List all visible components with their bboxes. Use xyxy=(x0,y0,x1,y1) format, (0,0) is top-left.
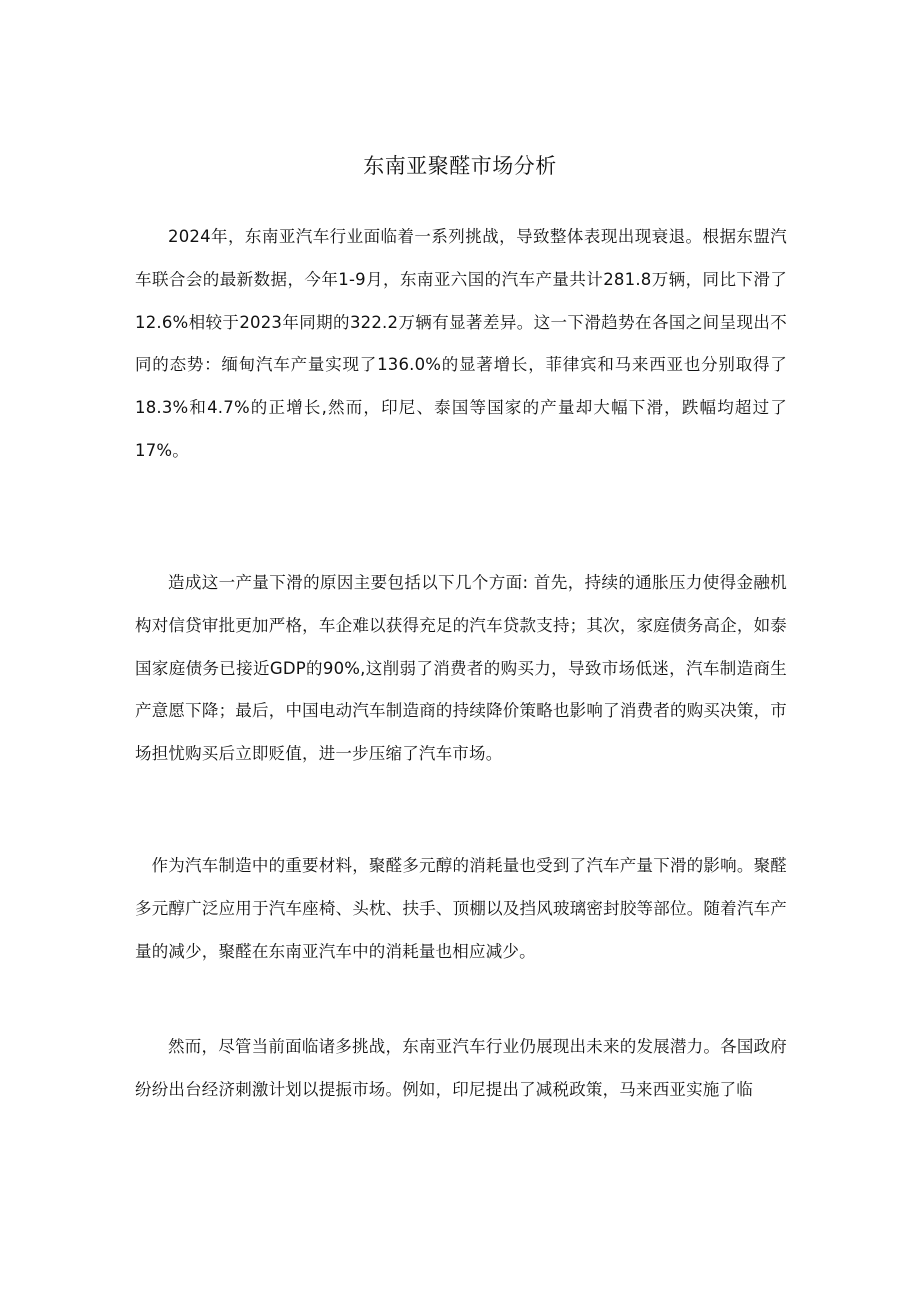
paragraph-polyol-consumption: 作为汽车制造中的重要材料，聚醛多元醇的消耗量也受到了汽车产量下滑的影响。聚醛多元醇广泛应用于汽车座椅、头枕、扶手、顶棚以及挡风玻璃密封胶等部位。随着汽车产量的减少，聚醛在东南亚汽车中的消耗量也相应减少。 xyxy=(135,856,787,961)
paragraph-decline-causes: 造成这一产量下滑的原因主要包括以下几个方面: 首先，持续的通胀压力使得金融机构对信贷审批更加严格，车企难以获得充足的汽车贷款支持；其次，家庭债务高企，如泰国家庭债务已接近GDP的90%,这削弱了消费者的购买力，导致市场低迷，汽车制造商生产意愿下降；最后，中国电动汽车制造商的持续降价策略也影响了消费者的购买决策，市场担忧购买后立即贬值，进一步压缩了汽车市场。 xyxy=(135,573,787,764)
paragraph-production-decline: 2024年，东南亚汽车行业面临着一系列挑战，导致整体表现出现衰退。根据东盟汽车联合会的最新数据，今年1-9月，东南亚六国的汽车产量共计281.8万辆，同比下滑了12.6%相较于2023年同期的322.2万辆有显著差异。这一下滑趋势在各国之间呈现出不同的态势：缅甸汽车产量实现了136.0%的显著增长，菲律宾和马来西亚也分别取得了18.3%和4.7%的正增长,然而，印尼、泰国等国家的产量却大幅下滑，跌幅均超过了17%。 xyxy=(135,227,787,460)
paragraph-future-potential: 然而，尽管当前面临诸多挑战，东南亚汽车行业仍展现出未来的发展潜力。各国政府纷纷出台经济刺激计划以提振市场。例如，印尼提出了减税政策，马来西亚实施了临 xyxy=(135,1037,787,1099)
document-title: 东南亚聚醛市场分析 xyxy=(363,154,557,178)
